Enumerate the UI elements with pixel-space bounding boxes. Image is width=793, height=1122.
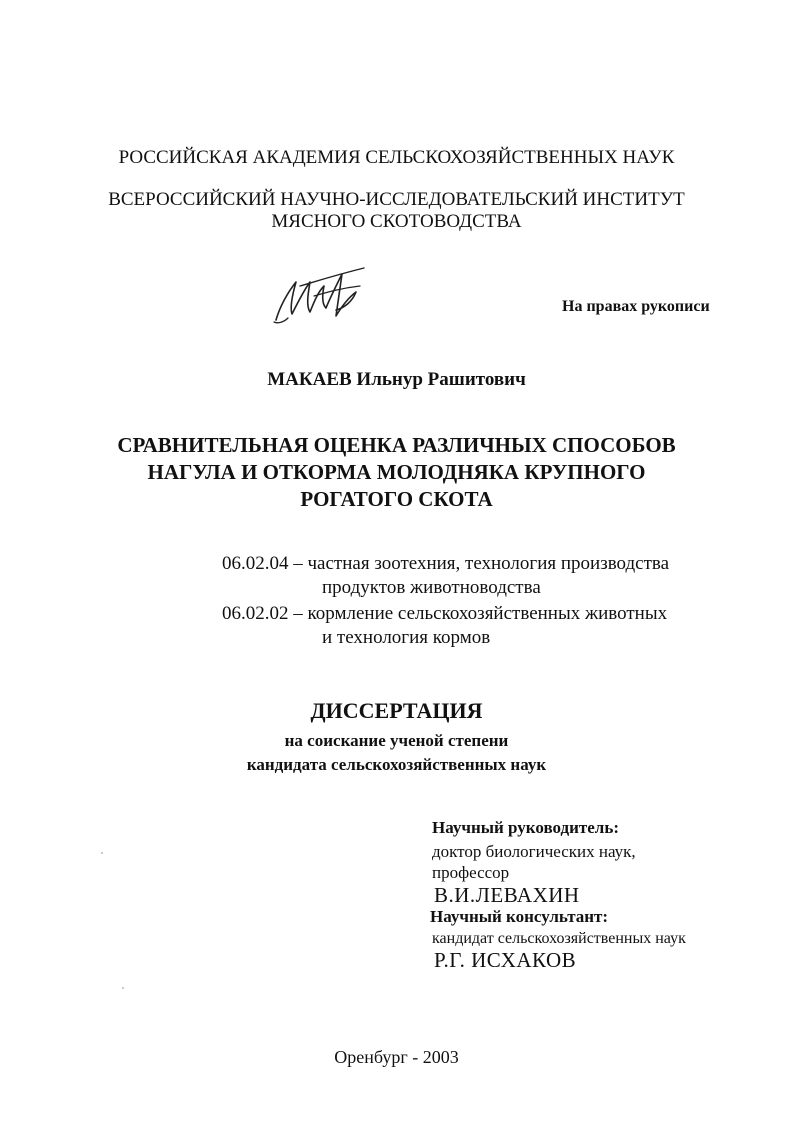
author-name: МАКАЕВ Ильнур Рашитович <box>267 369 526 390</box>
title-line-3: РОГАТОГО СКОТА <box>300 487 493 511</box>
institute-line-2: МЯСНОГО СКОТОВОДСТВА <box>271 211 522 232</box>
supervisor-title: профессор <box>432 863 510 882</box>
institute-name <box>0 189 793 233</box>
supervisor-degree: доктор биологических наук, <box>432 842 636 861</box>
scan-speck <box>101 852 103 854</box>
specialty-1-code: 06.02.04 – частная зоотехния, технология производства <box>222 553 670 574</box>
degree-purpose <box>0 729 793 777</box>
supervisor-name: В.И.ЛЕВАХИН <box>434 883 580 907</box>
specialty-2-code: 06.02.02 – кормление сельскохозяйственных животных <box>222 603 668 624</box>
consultant-name: Р.Г. ИСХАКОВ <box>434 948 577 972</box>
author-signature <box>270 262 370 328</box>
degree-line-2: кандидата сельскохозяйственных наук <box>246 755 547 774</box>
degree-line-1: на соискание ученой степени <box>284 731 509 750</box>
supervisor-credentials <box>432 841 636 883</box>
place-and-year: Оренбург - 2003 <box>334 1047 459 1067</box>
document-type: ДИССЕРТАЦИЯ <box>310 698 483 723</box>
consultant-degree: кандидат сельскохозяйственных наук <box>432 930 686 947</box>
dissertation-title <box>0 432 793 513</box>
scan-speck <box>122 987 124 989</box>
title-line-1: СРАВНИТЕЛЬНАЯ ОЦЕНКА РАЗЛИЧНЫХ СПОСОБОВ <box>117 433 676 457</box>
academy-name: РОССИЙСКАЯ АКАДЕМИЯ СЕЛЬСКОХОЗЯЙСТВЕННЫХ НАУК <box>118 147 675 168</box>
institute-line-1: ВСЕРОССИЙСКИЙ НАУЧНО-ИССЛЕДОВАТЕЛЬСКИЙ ИНСТИТУТ <box>108 189 685 210</box>
consultant-label: Научный консультант: <box>430 907 609 926</box>
title-line-2: НАГУЛА И ОТКОРМА МОЛОДНЯКА КРУПНОГО <box>147 460 646 484</box>
specialty-2-continuation: и технология кормов <box>322 627 491 648</box>
manuscript-rights-note: На правах рукописи <box>562 298 710 315</box>
specialty-1-continuation: продуктов животноводства <box>322 577 541 598</box>
supervisor-label: Научный руководитель: <box>432 818 619 837</box>
